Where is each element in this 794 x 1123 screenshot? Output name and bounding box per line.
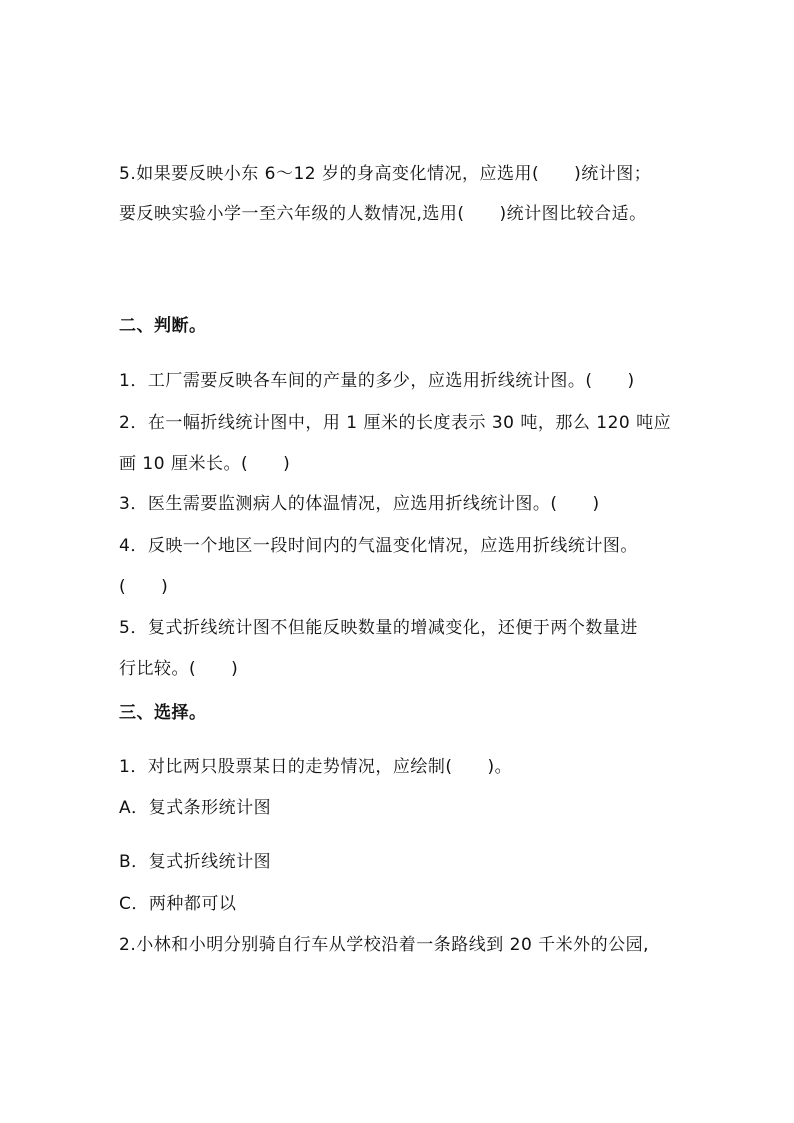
judge-item-2-line-1: 2．在一幅折线统计图中，用 1 厘米的长度表示 30 吨，那么 120 吨应 — [119, 413, 672, 433]
judge-item-4-line-1: 4．反映一个地区一段时间内的气温变化情况，应选用折线统计图。 — [119, 536, 638, 556]
choice-option-b: B．复式折线统计图 — [119, 852, 272, 872]
question-5-line-2: 要反映实验小学一至六年级的人数情况,选用( )统计图比较合适。 — [119, 204, 647, 224]
judge-item-5-line-2: 行比较。( ) — [119, 659, 239, 679]
question-5-line-1: 5.如果要反映小东 6～12 岁的身高变化情况，应选用( )统计图； — [119, 164, 652, 184]
judge-item-3: 3．医生需要监测病人的体温情况，应选用折线统计图。( ) — [119, 494, 600, 514]
judge-item-2-line-2: 画 10 厘米长。( ) — [119, 454, 291, 474]
choice-question-1: 1．对比两只股票某日的走势情况，应绘制( )。 — [119, 757, 513, 777]
choice-option-a: A．复式条形统计图 — [119, 798, 272, 818]
choice-option-c: C．两种都可以 — [119, 894, 237, 914]
judge-item-1: 1．工厂需要反映各车间的产量的多少，应选用折线统计图。( ) — [119, 371, 635, 391]
section-2-title: 二、判断。 — [119, 316, 207, 336]
choice-question-2: 2.小林和小明分别骑自行车从学校沿着一条路线到 20 千米外的公园, — [119, 935, 650, 955]
section-3-title: 三、选择。 — [119, 703, 207, 723]
judge-item-4-line-2: ( ) — [119, 577, 169, 597]
judge-item-5-line-1: 5．复式折线统计图不但能反映数量的增减变化，还便于两个数量进 — [119, 618, 638, 638]
